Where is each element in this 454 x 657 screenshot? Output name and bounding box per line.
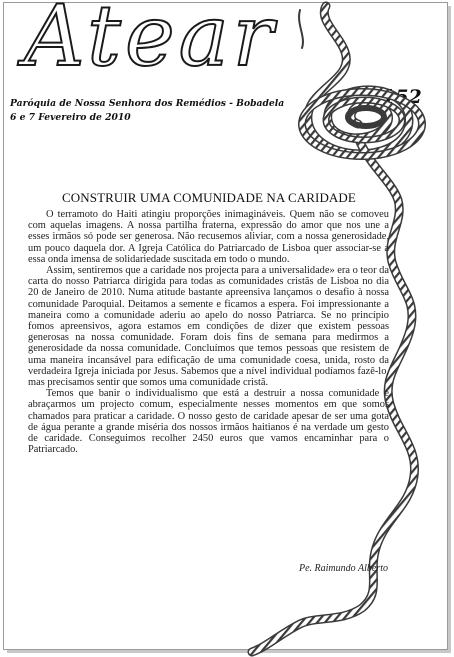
article-paragraph: Assim, sentiremos que a caridade nos projecta para a universalidade» era o teor da carta do nosso Patriarca dirigida para todas as comunidades cristãs de Lisboa no dia 20 de Janeiro de 2010. Numa atitude bastante apreensiva lançamos o desafio à nossa comunidade Paroquial. Deitamos a semente e ficamos a espera. Foi impressionante a maneira como a comunidade aderiu ao apelo do nosso Patriarca. Se no princípio fomos apreensivos, agora estamos em condições de dizer que existem pessoas generosas na nossa comunidade. Foram dois fins de semana para medirmos a generosidade da nossa comunidade. Concluímos que temos pessoas que resistem de uma maneira incansável para edificação de uma comunidade coesa, unida, rosto da verdadeira Igreja iniciada por Jesus. Sabemos que a nível individual podíamos fazê-lo, mas precisamos sentir que somos uma comunidade cristã.	[28, 265, 389, 389]
article-paragraph: Temos que banir o individualismo que está a destruir a nossa comunidade e abraçarmos um projecto comum, especialmente nesses momentos em que somos chamados para praticar a caridade. O nosso gesto de caridade apesar de ser uma gota de água perante a grande miséria dos nossos irmãos haitianos é na verdade um gesto de caridade. Conseguimos recolher 2450 euros que vamos encaminhar para o Patriarcado.	[28, 388, 389, 456]
page-shadow-bottom	[7, 650, 451, 653]
page-shadow-right	[448, 6, 451, 652]
parish-name: Paróquia de Nossa Senhora dos Remédios - Bobadela	[10, 98, 285, 109]
author-signature: Pe. Raimundo Alberto	[299, 563, 388, 574]
article-body	[28, 209, 389, 455]
article-heading: CONSTRUIR UMA COMUNIDADE NA CARIDADE	[62, 190, 356, 205]
article-paragraph: O terramoto do Haiti atingiu proporções inimagináveis. Quem não se comoveu com aquelas imagens. A nossa partilha fraterna, expressão do amor que nos une a esses irmãos só pode ser generosa. Não recusemos aliviar, com a nossa generosidade, um pouco daquela dor. A Igreja Católica do Patriarcado de Lisboa quer associar-se a essa onda imensa de solidariedade suscitada em todo o mundo.	[28, 209, 389, 265]
issue-date: 6 e 7 Fevereiro de 2010	[10, 112, 131, 123]
issue-number: 152	[382, 86, 422, 108]
newsletter-title: Atear	[24, 0, 277, 85]
